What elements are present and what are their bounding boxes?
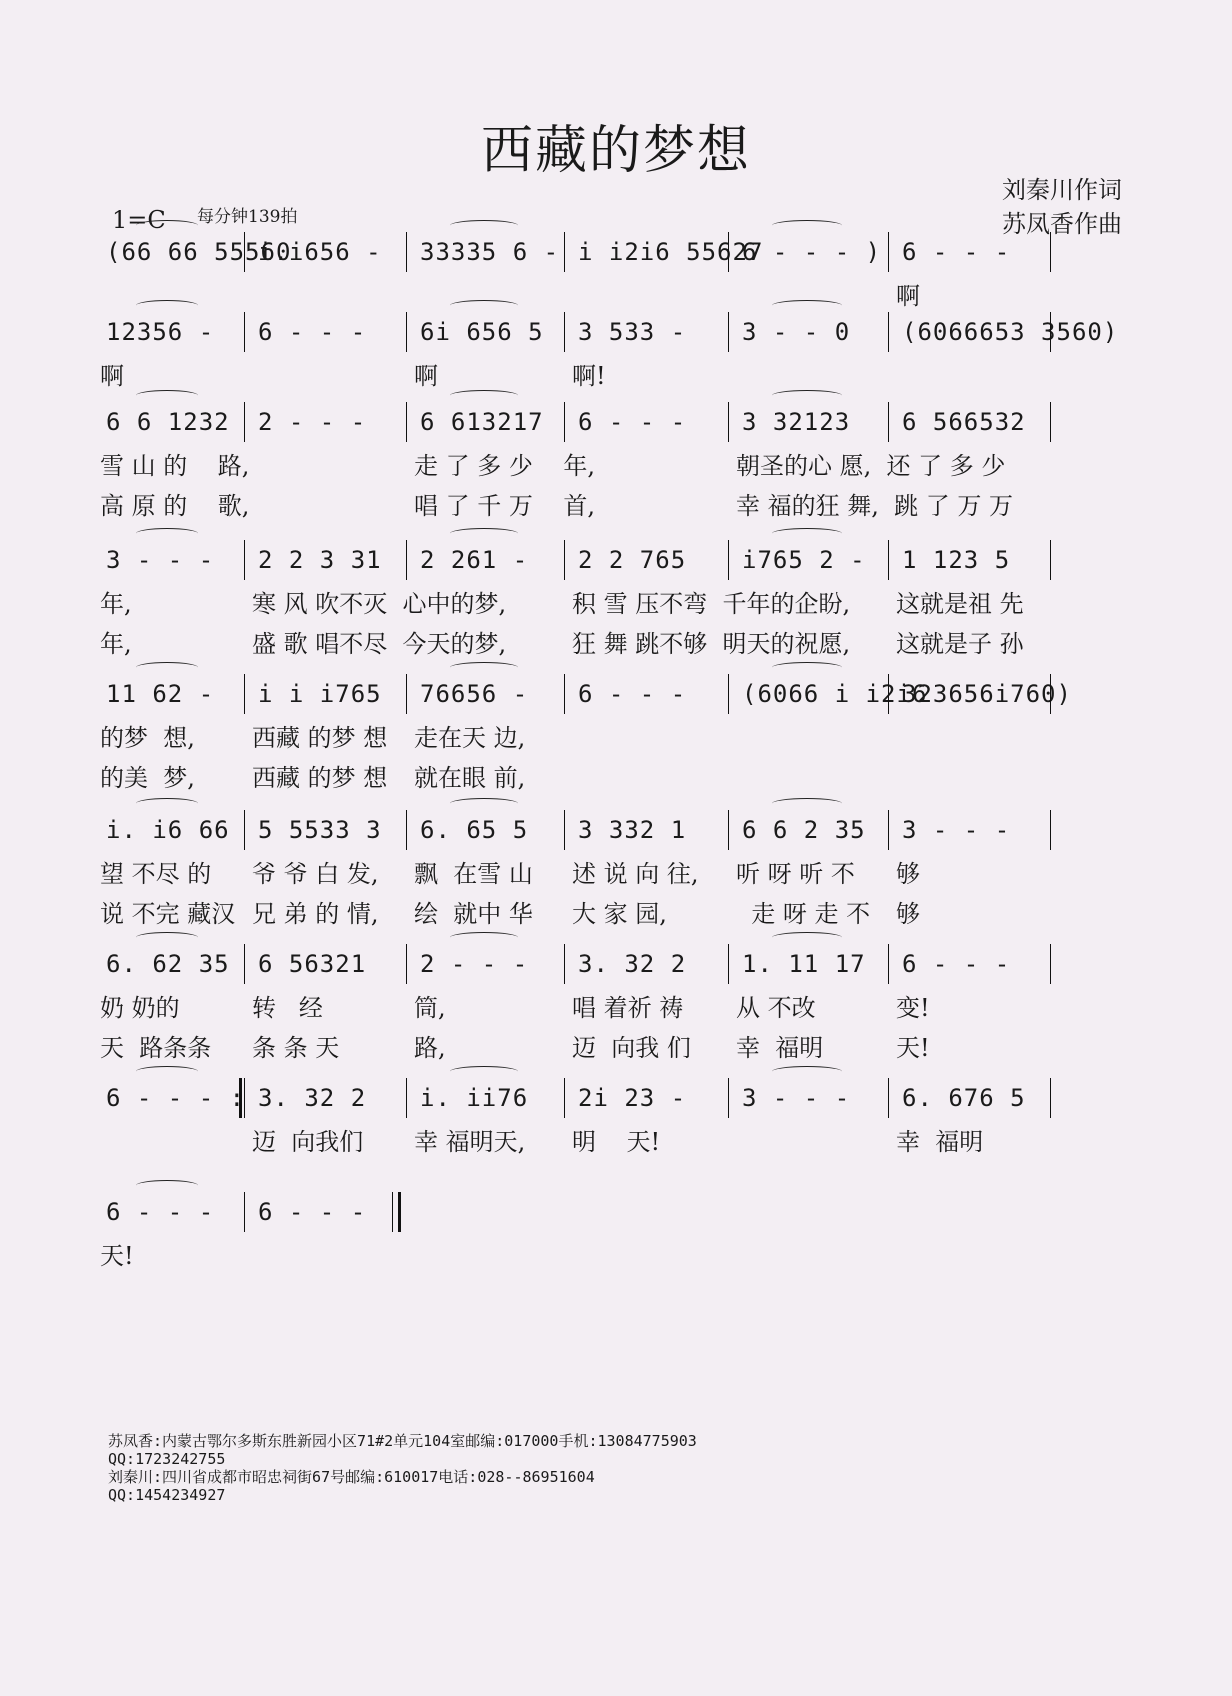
lyric-text: 迈 向我 们 (572, 1034, 691, 1062)
measure: 6 - - - (902, 950, 1011, 978)
barline (406, 402, 407, 442)
lyric-text: 唱 了 千 万 首, (414, 492, 596, 520)
barline (888, 312, 889, 352)
barline (1050, 810, 1051, 850)
measure: 2 2 3 31 (258, 546, 382, 574)
barline (888, 402, 889, 442)
lyric-text: 明 天! (572, 1128, 661, 1156)
measure: 11 62 - (106, 680, 215, 708)
lyric-row (96, 760, 1136, 796)
lyric-text: 积 雪 压不弯 千年的企盼, (572, 590, 851, 618)
lyric-text: 西藏 的梦 想 (252, 724, 388, 752)
slur-mark (136, 528, 198, 539)
notation-row (96, 942, 1136, 986)
lyric-text: 啊 (100, 362, 124, 390)
slur-mark (136, 662, 198, 673)
slur-mark (772, 798, 842, 809)
notation-row (96, 400, 1136, 444)
barline (1050, 402, 1051, 442)
measure: i. ii76 (420, 1084, 529, 1112)
lyric-text: 幸 福明 (736, 1034, 824, 1062)
measure: (6066653 3560) (902, 318, 1119, 346)
lyric-text: 走 呀 走 不 (736, 900, 871, 928)
measure: 3 332 1 (578, 816, 687, 844)
barline (406, 810, 407, 850)
score-system (96, 672, 1136, 802)
slur-mark (772, 1066, 842, 1077)
barline (728, 232, 729, 272)
lyric-text: 啊 (896, 282, 920, 310)
lyric-text: 寒 风 吹不灭 心中的梦, (252, 590, 507, 618)
lyric-text: 绘 就中 华 (414, 900, 533, 928)
score-system (96, 1076, 1136, 1206)
lyric-text: 述 说 向 往, (572, 860, 699, 888)
measure: 2 261 - (420, 546, 529, 574)
barline (244, 312, 245, 352)
slur-mark (136, 1180, 198, 1191)
barline (564, 1078, 565, 1118)
barline (728, 944, 729, 984)
barline (244, 402, 245, 442)
barline (406, 312, 407, 352)
measure: 2 2 765 (578, 546, 687, 574)
slur-mark (772, 390, 842, 401)
barline (564, 312, 565, 352)
measure: 1. 11 17 (742, 950, 866, 978)
measure: 33335 6 - (420, 238, 560, 266)
key-signature: 1=C (112, 206, 166, 234)
measure: 6 - - - (578, 408, 687, 436)
lyric-text: 望 不尽 的 (100, 860, 212, 888)
measure: 6 - - - ) (742, 238, 882, 266)
tempo-marking: 每分钟139拍 (197, 207, 298, 227)
lyric-text: 幸 福明天, (414, 1128, 526, 1156)
lyric-text: 走 了 多 少 年, (414, 452, 596, 480)
barline (244, 540, 245, 580)
measure: 6 - - - (258, 1198, 367, 1226)
barline (1050, 1078, 1051, 1118)
barline (244, 944, 245, 984)
notation-row (96, 672, 1136, 716)
measure: 3 - - - (742, 1084, 851, 1112)
barline (888, 944, 889, 984)
measure: 3 - - - (106, 546, 215, 574)
barline (244, 232, 245, 272)
score-system (96, 808, 1136, 938)
barline (392, 1192, 393, 1232)
barline (406, 1078, 407, 1118)
slur-mark (450, 390, 518, 401)
lyric-row (96, 990, 1136, 1026)
slur-mark (450, 220, 518, 231)
final-barline (398, 1192, 401, 1232)
lyric-text: 走在天 边, (414, 724, 526, 752)
measure: i i2i6 55627 (578, 238, 764, 266)
notation-row (96, 230, 1136, 274)
barline (728, 1078, 729, 1118)
measure: i765 2 - (742, 546, 866, 574)
measure: 76656 - (420, 680, 529, 708)
barline (728, 312, 729, 352)
score-system (96, 400, 1136, 530)
measure: 6 566532 (902, 408, 1026, 436)
slur-mark (136, 798, 198, 809)
slur-mark (450, 932, 518, 943)
lyric-text: 天! (896, 1034, 930, 1062)
slur-mark (450, 300, 518, 311)
measure: 6 6 1232 (106, 408, 230, 436)
lyric-text: 狂 舞 跳不够 明天的祝愿, (572, 630, 851, 658)
measure: (66 66 55560 (106, 238, 292, 266)
lyric-text: 大 家 园, (572, 900, 667, 928)
composer-credit: 苏凤香作曲 (1002, 210, 1122, 238)
slur-mark (772, 662, 842, 673)
measure: 6 - - - (106, 1198, 215, 1226)
notation-row (96, 1076, 1136, 1120)
lyric-row (96, 856, 1136, 892)
barline (1050, 312, 1051, 352)
score-system (96, 1190, 1136, 1320)
barline (564, 232, 565, 272)
measure: 6 - - - (902, 238, 1011, 266)
lyric-text: 爷 爷 白 发, (252, 860, 379, 888)
notation-row (96, 538, 1136, 582)
slur-mark (772, 528, 842, 539)
barline (888, 1078, 889, 1118)
measure: 6 613217 (420, 408, 544, 436)
barline (1050, 674, 1051, 714)
lyric-text: 从 不改 (736, 994, 816, 1022)
barline (406, 944, 407, 984)
measure: 12356 - (106, 318, 215, 346)
lyric-text: 的美 梦, (100, 764, 195, 792)
lyric-text: 条 条 天 (252, 1034, 340, 1062)
repeat-barline (239, 1078, 242, 1118)
measure: 3 - - - (902, 816, 1011, 844)
lyric-text: 够 (896, 900, 920, 928)
slur-mark (450, 798, 518, 809)
lyric-text: 雪 山 的 路, (100, 452, 250, 480)
lyric-row (96, 278, 1136, 314)
barline (564, 944, 565, 984)
measure: 6 - - - (258, 318, 367, 346)
barline (244, 810, 245, 850)
measure: 3 32123 (742, 408, 851, 436)
measure: 5 5533 3 (258, 816, 382, 844)
lyric-text: 高 原 的 歌, (100, 492, 250, 520)
slur-mark (772, 220, 842, 231)
lyric-text: 路, (414, 1034, 446, 1062)
footer-line: 刘秦川:四川省成都市昭忠祠街67号邮编:610017电话:028--86951604 (108, 1468, 595, 1486)
measure: 6 6 2 35 (742, 816, 866, 844)
contact-footer (108, 1432, 697, 1504)
lyric-text: 迈 向我们 (252, 1128, 364, 1156)
slur-mark (136, 390, 198, 401)
lyric-text: 就在眼 前, (414, 764, 526, 792)
lyric-text: 啊! (572, 362, 606, 390)
lyric-text: 年, (100, 630, 132, 658)
measure: 323656i760) (902, 680, 1072, 708)
measure: 1 123 5 (902, 546, 1011, 574)
lyric-text: 年, (100, 590, 132, 618)
slur-mark (450, 662, 518, 673)
measure: i. i6 66 (106, 816, 230, 844)
slur-mark (136, 1066, 198, 1077)
barline (728, 540, 729, 580)
lyric-text: 这就是祖 先 (896, 590, 1024, 618)
barline (564, 674, 565, 714)
measure: 3 533 - (578, 318, 687, 346)
measure: 6 - - - : (106, 1084, 246, 1112)
lyric-text: 天! (100, 1242, 134, 1270)
lyric-row (96, 1030, 1136, 1066)
lyric-row (96, 626, 1136, 662)
lyric-text: 幸 福的狂 舞, 跳 了 万 万 (736, 492, 1014, 520)
measure: 3 - - 0 (742, 318, 851, 346)
barline (564, 540, 565, 580)
slur-mark (772, 300, 842, 311)
lyric-row (96, 1124, 1136, 1160)
measure: 2i 23 - (578, 1084, 687, 1112)
lyric-text: 飘 在雪 山 (414, 860, 533, 888)
lyric-text: 这就是子 孙 (896, 630, 1024, 658)
lyric-text: 盛 歌 唱不尽 今天的梦, (252, 630, 507, 658)
footer-line: 苏凤香:内蒙古鄂尔多斯东胜新园小区71#2单元104室邮编:017000手机:13084775903 (108, 1432, 697, 1450)
measure: 2 - - - (420, 950, 529, 978)
lyric-row (96, 720, 1136, 756)
lyric-text: 筒, (414, 994, 446, 1022)
notation-row (96, 808, 1136, 852)
slur-mark (136, 220, 198, 231)
lyric-row (96, 1238, 1136, 1274)
lyric-text: 啊 (414, 362, 438, 390)
measure: (6066 i i2i6 (742, 680, 928, 708)
lyric-row (96, 358, 1136, 394)
barline (728, 402, 729, 442)
measure: 6. 65 5 (420, 816, 529, 844)
notation-row (96, 310, 1136, 354)
lyric-row (96, 586, 1136, 622)
measure: 3. 32 2 (258, 1084, 367, 1112)
lyric-text: 朝圣的心 愿, 还 了 多 少 (736, 452, 1006, 480)
lyric-text: 兄 弟 的 情, (252, 900, 379, 928)
measure: 6 - - - (578, 680, 687, 708)
barline (406, 674, 407, 714)
slur-mark (450, 1066, 518, 1077)
barline (1050, 540, 1051, 580)
barline (888, 540, 889, 580)
lyric-text: 转 经 (252, 994, 323, 1022)
barline (888, 232, 889, 272)
barline (406, 540, 407, 580)
barline (406, 232, 407, 272)
measure: i.i656 - (258, 238, 382, 266)
barline (1050, 944, 1051, 984)
page-title: 西藏的梦想 (480, 121, 751, 181)
lyric-row (96, 488, 1136, 524)
barline (888, 674, 889, 714)
lyric-text: 变! (896, 994, 930, 1022)
barline (728, 674, 729, 714)
barline (564, 402, 565, 442)
score-system (96, 942, 1136, 1072)
slur-mark (136, 932, 198, 943)
footer-line: QQ:1723242755 (108, 1450, 226, 1468)
barline (1050, 232, 1051, 272)
lyric-text: 说 不完 藏汉 (100, 900, 236, 928)
measure: 6. 62 35 (106, 950, 230, 978)
lyric-text: 幸 福明 (896, 1128, 984, 1156)
measure: 6 56321 (258, 950, 367, 978)
measure: 2 - - - (258, 408, 367, 436)
lyric-text: 西藏 的梦 想 (252, 764, 388, 792)
measure: 6i 656 5 (420, 318, 544, 346)
barline (244, 674, 245, 714)
barline (728, 810, 729, 850)
barline (244, 1078, 245, 1118)
lyric-row (96, 896, 1136, 932)
lyric-text: 听 呀 听 不 (736, 860, 855, 888)
barline (244, 1192, 245, 1232)
measure: 3. 32 2 (578, 950, 687, 978)
score-system (96, 538, 1136, 668)
notation-row (96, 1190, 1136, 1234)
footer-line: QQ:1454234927 (108, 1486, 226, 1504)
slur-mark (772, 932, 842, 943)
lyric-text: 唱 着祈 祷 (572, 994, 684, 1022)
slur-mark (136, 300, 198, 311)
barline (888, 810, 889, 850)
lyric-text: 够 (896, 860, 920, 888)
lyric-text: 奶 奶的 (100, 994, 180, 1022)
lyric-text: 的梦 想, (100, 724, 195, 752)
measure: i i i765 (258, 680, 382, 708)
lyric-row (96, 448, 1136, 484)
lyric-text: 天 路条条 (100, 1034, 212, 1062)
slur-mark (450, 528, 518, 539)
barline (564, 810, 565, 850)
lyricist-credit: 刘秦川作词 (1002, 176, 1122, 204)
measure: 6. 676 5 (902, 1084, 1026, 1112)
